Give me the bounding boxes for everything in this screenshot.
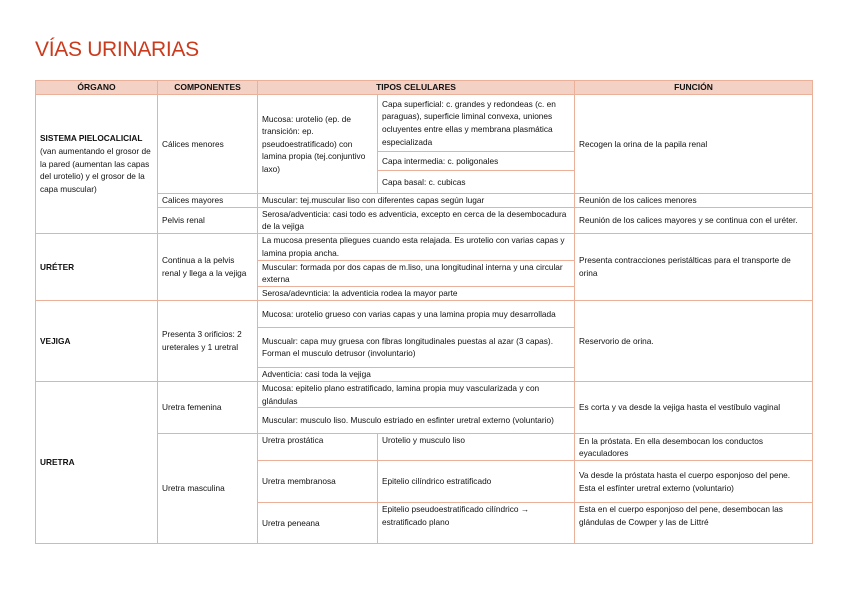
cell-type-femenina-muscular: Muscular: musculo liso. Musculo estriado en esfinter uretral externo (voluntario) (258, 408, 575, 434)
organ-cell-pielocalicial (36, 95, 158, 234)
component-pelvis-renal: Pelvis renal (158, 207, 258, 233)
table-row (36, 95, 813, 152)
function-vejiga: Reservorio de orina. (575, 300, 813, 381)
organ-cell-uretra: URETRA (36, 381, 158, 543)
cell-type-membranosa: Epitelio cilíndrico estratificado (378, 461, 575, 503)
function-calices-menores: Recogen la orina de la papila renal (575, 95, 813, 194)
component-uretra-femenina: Uretra femenina (158, 381, 258, 433)
table-row (36, 300, 813, 327)
organ-cell-ureter: URÉTER (36, 233, 158, 300)
function-calices-mayores: Reunión de los calices menores (575, 194, 813, 208)
cell-type-serosa: Serosa/adventicia: casi todo es adventicia, excepto en cerca de la desembocadura de la vejiga (258, 207, 575, 233)
component-ureter: Continua a la pelvis renal y llega a la vejiga (158, 233, 258, 300)
header-componentes: COMPONENTES (158, 81, 258, 95)
cell-type-peneana: Epitelio pseudoestratificado cilíndrico → estratificado plano (378, 503, 575, 544)
cell-type-vejiga-muscular (258, 327, 575, 367)
header-tipos-celulares: TIPOS CELULARES (258, 81, 575, 95)
cell-type-capa-basal: Capa basal: c. cubicas (378, 171, 575, 194)
component-uretra-masculina: Uretra masculina (158, 434, 258, 544)
function-uretra-femenina: Es corta y va desde la vejiga hasta el vestíbulo vaginal (575, 381, 813, 433)
component-vejiga: Presenta 3 orificios: 2 ureterales y 1 uretral (158, 300, 258, 381)
cell-type-mucosa: Mucosa: urotelio (ep. de transición: ep. pseudoestratificado) con lamina propia (tej.conjuntivo laxo) (258, 95, 378, 194)
cell-type-vejiga-mucosa: Mucosa: urotelio grueso con varias capas y una lamina propia muy desarrollada (258, 300, 575, 327)
vejiga-detrusor-text: Forman el musculo detrusor (involuntario) (262, 348, 416, 359)
table-row (36, 233, 813, 260)
organ-cell-vejiga: VEJIGA (36, 300, 158, 381)
header-organo: ÓRGANO (36, 81, 158, 95)
cell-type-capa-superficial: Capa superficial: c. grandes y redondeas (c. en paraguas), superficie liminal convexa, uniones ocluyentes entre ellas y membrana plasmática especializada (378, 95, 575, 152)
organ-note: (van aumentando el grosor de la pared (aumentan las capas del urotelio) y el grosor de la capa muscular) (40, 146, 151, 194)
subpart-uretra-prostatica: Uretra prostática (258, 434, 378, 461)
table-row (36, 381, 813, 407)
vejiga-muscular-text: Muscualr: capa muy gruesa con fibras longitudinales puestas al azar (3 capas). (262, 335, 554, 346)
cell-type-ureter-muscular: Muscular: formada por dos capas de m.liso, una longitudinal interna y una circular externa (258, 260, 575, 286)
page-title: VÍAS URINARIAS (35, 38, 199, 61)
cell-type-prostatica: Urotelio y musculo liso (378, 434, 575, 461)
cell-type-femenina-mucosa: Mucosa: epitelio plano estratificado, lamina propia muy vascularizada y con glándulas (258, 381, 575, 407)
cell-type-ureter-mucosa: La mucosa presenta pliegues cuando esta relajada. Es urotelio con varias capas y lamina propia ancha. (258, 233, 575, 260)
function-uretra-prostatica: En la próstata. En ella desembocan los conductos eyaculadores (575, 434, 813, 461)
subpart-uretra-membranosa: Uretra membranosa (258, 461, 378, 503)
urinary-tract-table (35, 80, 813, 544)
cell-type-capa-intermedia: Capa intermedia: c. poligonales (378, 152, 575, 171)
organ-name: SISTEMA PIELOCALICIAL (40, 133, 143, 144)
component-calices-mayores: Calices mayores (158, 194, 258, 208)
subpart-uretra-peneana: Uretra peneana (258, 503, 378, 544)
function-pelvis-renal: Reunión de los calices mayores y se continua con el uréter. (575, 207, 813, 233)
function-uretra-membranosa: Va desde la próstata hasta el cuerpo esponjoso del pene. Esta el esfínter uretral externo (voluntario) (575, 461, 813, 503)
cell-type-muscular: Muscular: tej.muscular liso con diferentes capas según lugar (258, 194, 575, 208)
cell-type-vejiga-adventicia: Adventicia: casi toda la vejiga (258, 367, 575, 381)
header-funcion: FUNCIÓN (575, 81, 813, 95)
function-uretra-peneana: Esta en el cuerpo esponjoso del pene, desembocan las glándulas de Cowper y las de Littré (575, 503, 813, 544)
function-ureter: Presenta contracciones peristálticas para el transporte de orina (575, 233, 813, 300)
header-row (36, 81, 813, 95)
component-calices-menores: Cálices menores (158, 95, 258, 194)
cell-type-ureter-serosa: Serosa/adevnticia: la adventicia rodea la mayor parte (258, 286, 575, 300)
